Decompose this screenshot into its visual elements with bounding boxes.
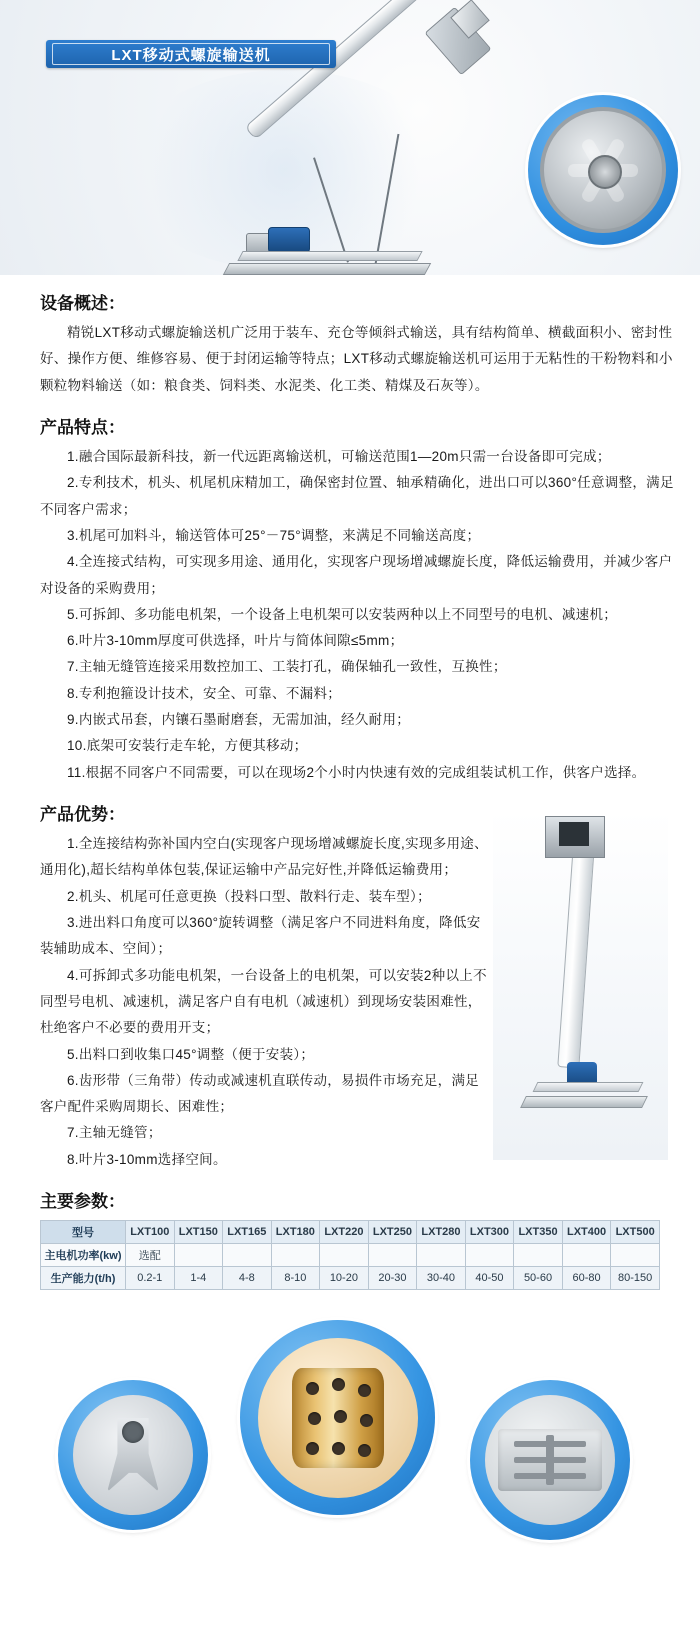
table-row-header: 生产能力(t/h) <box>41 1267 126 1290</box>
table-cell: LXT165 <box>223 1221 272 1244</box>
base-frame-icon <box>533 1082 644 1092</box>
table-row <box>41 1244 660 1267</box>
advantage-item: 3.进出料口角度可以360°旋转调整（满足客户不同进料角度，降低安装辅助成本、空间）； <box>40 914 481 957</box>
table-cell <box>174 1244 223 1267</box>
inlet-opening-icon <box>559 822 589 846</box>
table-cell <box>417 1244 466 1267</box>
table-cell: LXT150 <box>174 1221 223 1244</box>
table-cell: 30-40 <box>417 1267 466 1290</box>
table-cell <box>223 1244 272 1267</box>
table-cell: 10-20 <box>320 1267 369 1290</box>
feature-item: 9.内嵌式吊套，内镶石墨耐磨套，无需加油，经久耐用； <box>67 712 411 728</box>
base-frame-icon <box>520 1096 648 1108</box>
table-cell: 40-50 <box>465 1267 514 1290</box>
page-title-text: LXT移动式螺旋输送机 <box>111 46 271 64</box>
vertical-conveyor-photo <box>493 810 668 1160</box>
feature-item: 11.根据不同客户不同需要，可以在现场2个小时内快速有效的完成组装试机工作，供客户选择。 <box>67 764 646 780</box>
table-cell: 选配 <box>126 1244 175 1267</box>
table-cell: 50-60 <box>514 1267 563 1290</box>
metal-plate-part-photo <box>470 1380 630 1540</box>
table-row <box>41 1267 660 1290</box>
table-cell: 20-30 <box>368 1267 417 1290</box>
table-cell <box>320 1244 369 1267</box>
table-cell: 4-8 <box>223 1267 272 1290</box>
section-heading-features: 产品特点： <box>40 417 125 437</box>
base-frame-icon <box>237 251 422 261</box>
document-body <box>0 289 700 1290</box>
advantages-text <box>22 800 492 1173</box>
table-cell <box>562 1244 611 1267</box>
table-cell: LXT280 <box>417 1221 466 1244</box>
table-cell: LXT100 <box>126 1221 175 1244</box>
table-cell: 60-80 <box>562 1267 611 1290</box>
table-cell: 0.2-1 <box>126 1267 175 1290</box>
feature-item: 10.底架可安装行走车轮，方便其移动； <box>67 738 308 754</box>
pulley-wheel-photo <box>528 95 678 245</box>
table-cell: LXT220 <box>320 1221 369 1244</box>
feature-item: 8.专利抱箍设计技术，安全、可靠、不漏料； <box>67 685 342 701</box>
bronze-bushing-icon <box>292 1368 384 1468</box>
page-title <box>46 40 336 68</box>
motor-icon <box>268 227 310 253</box>
graphite-bronze-bushing-photo <box>240 1320 435 1515</box>
feature-item: 3.机尾可加料斗，输送管体可25°－75°调整，来满足不同输送高度； <box>67 527 481 543</box>
feature-item: 5.可拆卸、多功能电机架，一个设备上电机架可以安装两种以上不同型号的电机、减速机； <box>67 606 618 622</box>
table-cell: LXT250 <box>368 1221 417 1244</box>
advantage-item: 6.齿形带（三角带）传动或减速机直联传动，易损件市场充足，满足客户配件采购周期长、困难性； <box>40 1072 480 1115</box>
page-title-frame <box>52 43 330 65</box>
table-cell: 80-150 <box>611 1267 660 1290</box>
table-cell: LXT180 <box>271 1221 320 1244</box>
hanger-bearing-photo <box>58 1380 208 1530</box>
table-cell: LXT400 <box>562 1221 611 1244</box>
base-frame-icon <box>223 263 431 275</box>
feature-item: 6.叶片3-10mm厚度可供选择，叶片与简体间隙≤5mm； <box>67 633 404 649</box>
feature-item: 2.专利技术，机头、机尾机床精加工，确保密封位置、轴承精确化，进出口可以360°任意调整，满足不同客户需求； <box>40 475 674 517</box>
parameters-table <box>40 1220 660 1290</box>
advantage-item: 5.出料口到收集口45°调整（便于安装）； <box>67 1046 315 1062</box>
feature-item: 4.全连接式结构，可实现多用途、通用化，实现客户现场增减螺旋长度，降低运输费用，并减少客户对设备的采购费用； <box>40 554 673 596</box>
table-row <box>41 1221 660 1244</box>
advantage-item: 4.可拆卸式多功能电机架，一台设备上的电机架，可以安装2种以上不同型号电机、减速机，满足客户自有电机（减速机）到现场安装困难性，杜绝客户不必要的费用开支； <box>40 967 487 1036</box>
support-strut-icon <box>313 157 349 262</box>
table-cell <box>368 1244 417 1267</box>
table-cell <box>271 1244 320 1267</box>
feature-item: 7.主轴无缝管连接采用数控加工、工装打孔，确保轴孔一致性，互换性； <box>67 659 507 675</box>
metal-plate-icon <box>498 1429 602 1491</box>
advantage-item: 1.全连接结构弥补国内空白(实现客户现场增减螺旋长度,实现多用途、通用化),超长结构单体包装,保证运输中产品完好性,并降低运输费用； <box>40 836 488 878</box>
table-cell: LXT500 <box>611 1221 660 1244</box>
hero-banner <box>0 0 700 275</box>
photo-inner <box>485 1395 615 1525</box>
photo-inner <box>73 1395 193 1515</box>
section-heading-advantages: 产品优势： <box>40 805 125 824</box>
table-cell: LXT350 <box>514 1221 563 1244</box>
photo-inner <box>258 1338 418 1498</box>
advantage-item: 7.主轴无缝管； <box>67 1125 162 1141</box>
table-row-header: 型号 <box>41 1221 126 1244</box>
wheel-hub-icon <box>588 155 622 189</box>
advantage-item: 2.机头、机尾可任意更换（投料口型、散料行走、装车型）； <box>67 888 431 904</box>
table-row-header: 主电机功率(kw) <box>41 1244 126 1267</box>
table-cell <box>465 1244 514 1267</box>
bearing-hole-icon <box>122 1421 144 1443</box>
section-heading-overview: 设备概述： <box>40 294 125 313</box>
feature-item: 1.融合国际最新科技，新一代远距离输送机，可输送范围1—20m只需一台设备即可完成； <box>67 448 611 464</box>
bottom-photo-strip <box>0 1300 700 1550</box>
table-cell: 1-4 <box>174 1267 223 1290</box>
section-heading-params: 主要参数： <box>40 1192 125 1212</box>
conveyor-tube-icon <box>244 0 445 140</box>
table-cell <box>611 1244 660 1267</box>
advantages-section <box>22 800 678 1173</box>
table-cell <box>514 1244 563 1267</box>
pulley-wheel-icon <box>540 107 666 233</box>
table-cell: 8-10 <box>271 1267 320 1290</box>
support-strut-icon <box>375 134 400 264</box>
advantage-item: 8.叶片3-10mm选择空间。 <box>67 1151 227 1167</box>
table-cell: LXT300 <box>465 1221 514 1244</box>
overview-paragraph: 精锐LXT移动式螺旋输送机广泛用于装车、充仓等倾斜式输送，具有结构简单、横截面积小、密封性好、操作方便、维修容易、便于封闭运输等特点；LXT移动式螺旋输送机可运用于无粘性的干粉物料和小颗粒物料输送（如：粮食类、饲料类、水泥类、化工类、精煤及石灰等）。 <box>40 325 673 393</box>
